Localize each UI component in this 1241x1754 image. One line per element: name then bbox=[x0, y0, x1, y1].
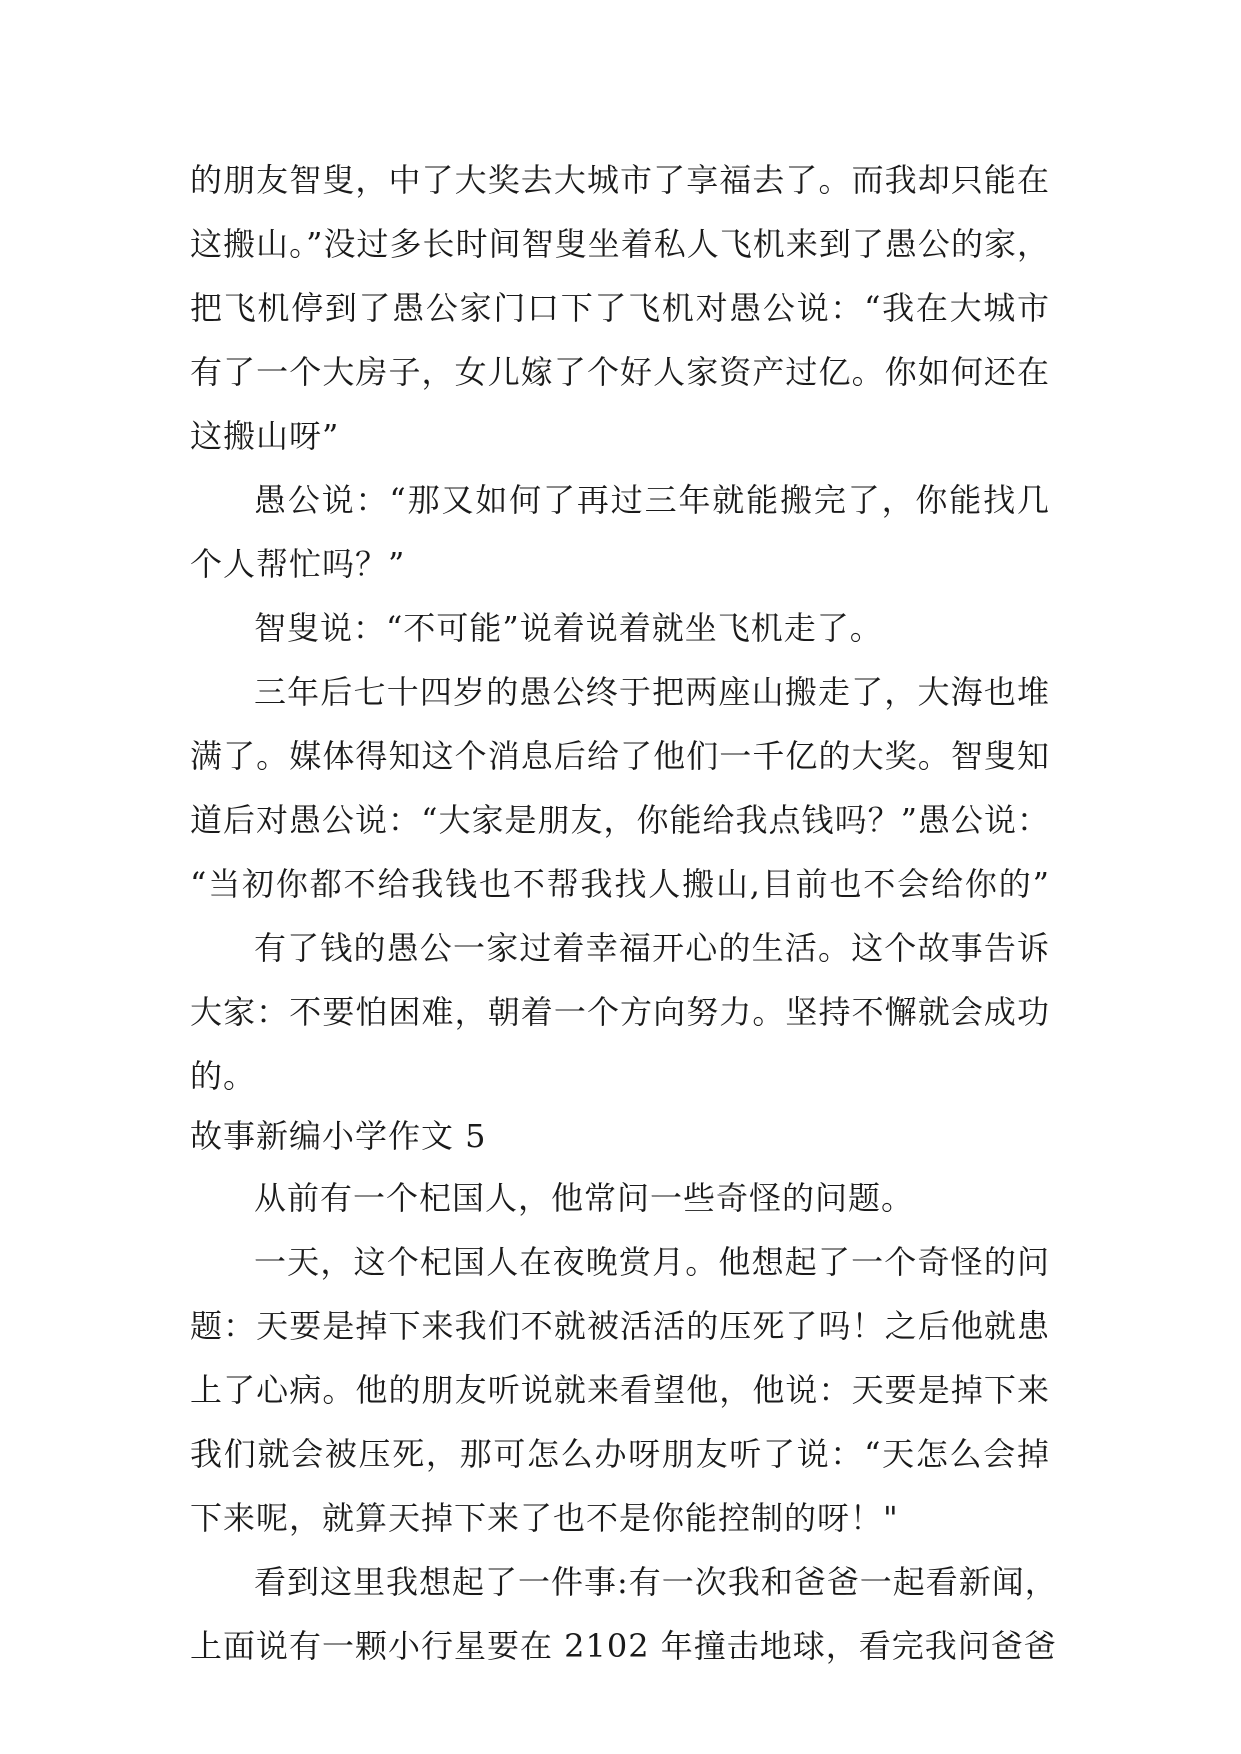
text-line: 的。 bbox=[190, 1057, 257, 1095]
text-line: 这搬山。”没过多长时间智叟坐着私人飞机来到了愚公的家， bbox=[190, 225, 1050, 263]
paragraph-first-line: 智叟说：“不可能”说着说着就坐飞机走了。 bbox=[254, 609, 883, 647]
text-line: 上了心病。他的朋友听说就来看望他，他说：天要是掉下来 bbox=[190, 1371, 1050, 1409]
text-line: 这搬山呀” bbox=[190, 417, 340, 455]
text-line: 题：天要是掉下来我们不就被活活的压死了吗！之后他就患 bbox=[190, 1307, 1050, 1345]
text-line: 大家：不要怕困难，朝着一个方向努力。坚持不懈就会成功 bbox=[190, 993, 1050, 1031]
paragraph-first-line: 从前有一个杞国人，他常问一些奇怪的问题。 bbox=[254, 1179, 915, 1217]
text-line: 满了。媒体得知这个消息后给了他们一千亿的大奖。智叟知 bbox=[190, 737, 1050, 775]
text-line: 有了一个大房子，女儿嫁了个好人家资产过亿。你如何还在 bbox=[190, 353, 1050, 391]
paragraph-first-line: 有了钱的愚公一家过着幸福开心的生活。这个故事告诉 bbox=[254, 929, 1050, 967]
text-line: 道后对愚公说：“大家是朋友，你能给我点钱吗？”愚公说： bbox=[190, 801, 1050, 839]
text-line: “当初你都不给我钱也不帮我找人搬山,目前也不会给你的” bbox=[190, 865, 1050, 903]
text-line: 上面说有一颗小行星要在 2102 年撞击地球，看完我问爸爸 bbox=[190, 1627, 1057, 1665]
paragraph-first-line: 看到这里我想起了一件事:有一次我和爸爸一起看新闻， bbox=[254, 1563, 1058, 1601]
paragraph-first-line: 一天，这个杞国人在夜晚赏月。他想起了一个奇怪的问 bbox=[254, 1243, 1050, 1281]
section-heading: 故事新编小学作文 5 bbox=[190, 1117, 487, 1155]
text-line: 下来呢，就算天掉下来了也不是你能控制的呀！" bbox=[190, 1499, 899, 1537]
text-line: 个人帮忙吗？” bbox=[190, 545, 406, 583]
text-line: 我们就会被压死，那可怎么办呀朋友听了说：“天怎么会掉 bbox=[190, 1435, 1050, 1473]
paragraph-first-line: 愚公说：“那又如何了再过三年就能搬完了，你能找几 bbox=[254, 481, 1050, 519]
paragraph-first-line: 三年后七十四岁的愚公终于把两座山搬走了，大海也堆 bbox=[254, 673, 1050, 711]
text-line: 把飞机停到了愚公家门口下了飞机对愚公说：“我在大城市 bbox=[190, 289, 1050, 327]
text-line: 的朋友智叟，中了大奖去大城市了享福去了。而我却只能在 bbox=[190, 161, 1050, 199]
